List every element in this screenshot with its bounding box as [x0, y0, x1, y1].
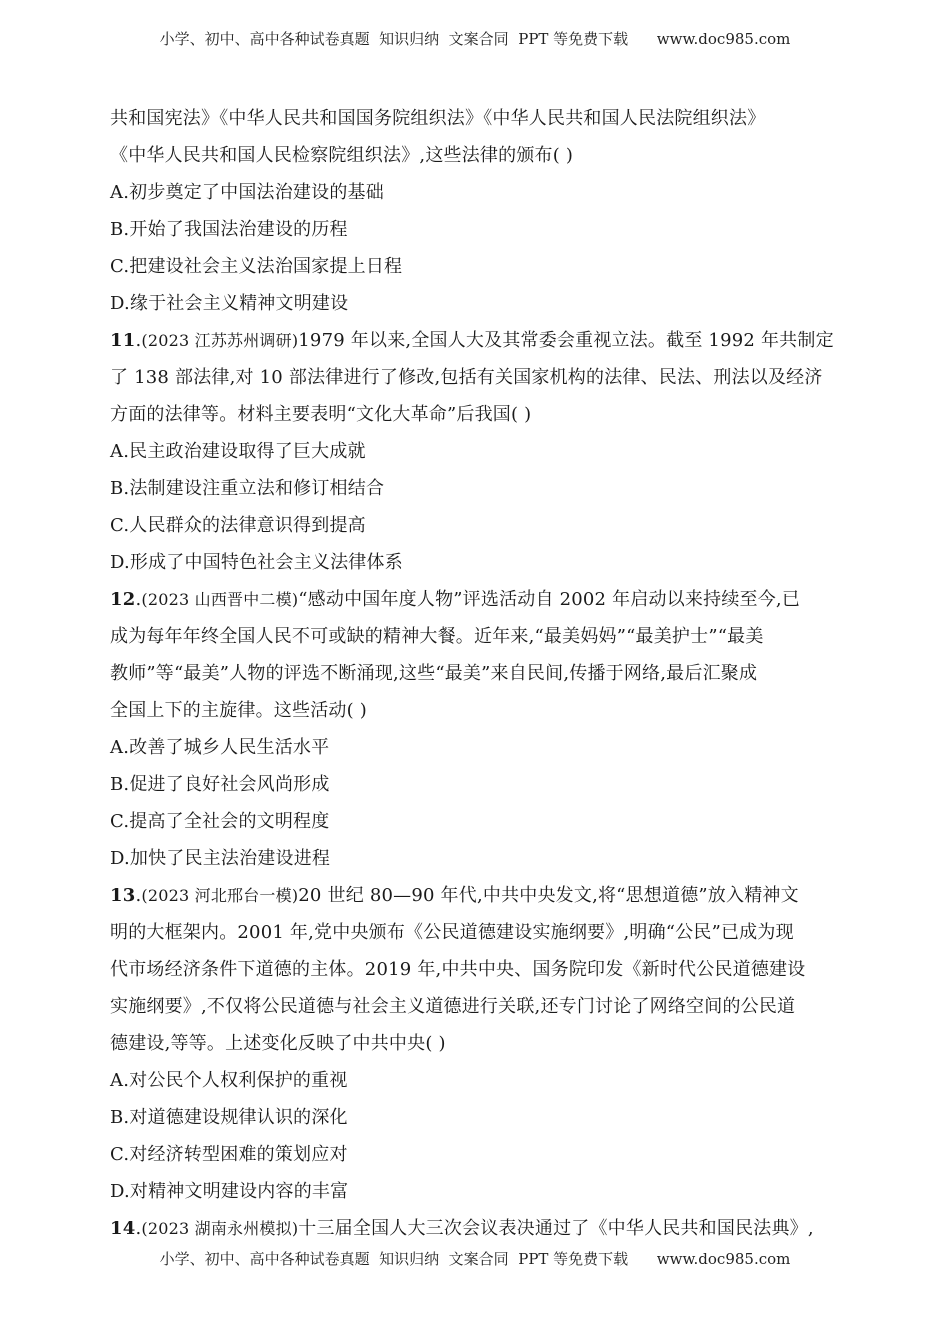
question-source: (2023 山西晋中二模): [141, 590, 299, 609]
question-text-line: 成为每年年终全国人民不可或缺的精神大餐。近年来,“最美妈妈”“最美护士”“最美: [110, 626, 764, 647]
question-text-line: 了 138 部法律,对 10 部法律进行了修改,包括有关国家机构的法律、民法、刑法以及经济: [110, 367, 823, 388]
option-b: B.开始了我国法治建设的历程: [110, 219, 348, 240]
question-source: (2023 湖南永州模拟): [141, 1219, 299, 1238]
option-d: D.加快了民主法治建设进程: [110, 848, 331, 869]
page-content: [110, 100, 845, 1247]
option-a: A.改善了城乡人民生活水平: [110, 737, 330, 758]
option-c: C.提高了全社会的文明程度: [110, 811, 330, 832]
option-b: B.对道德建设规律认识的深化: [110, 1107, 348, 1128]
option-d: D.形成了中国特色社会主义法律体系: [110, 552, 403, 573]
question-text-line: 实施纲要》,不仅将公民道德与社会主义道德进行关联,还专门讨论了网络空间的公民道: [110, 996, 796, 1017]
question-number: 12: [110, 589, 136, 610]
question-13-first-line: 13.(2023 河北邢台一模)20 世纪 80—90 年代,中共中央发文,将“思想道德”放入精神文: [110, 885, 799, 906]
option-a: A.初步奠定了中国法治建设的基础: [110, 182, 384, 203]
question-text-line: 全国上下的主旋律。这些活动( ): [110, 700, 367, 721]
option-a: A.对公民个人权利保护的重视: [110, 1070, 348, 1091]
page-footer: 小学、初中、高中各种试卷真题 知识归纳 文案合同 PPT 等免费下载 www.doc985.com: [159, 1250, 791, 1268]
option-c: C.把建设社会主义法治国家提上日程: [110, 256, 403, 277]
question-text-line: 方面的法律等。材料主要表明“文化大革命”后我国( ): [110, 404, 532, 425]
option-d: D.对精神文明建设内容的丰富: [110, 1181, 349, 1202]
option-b: B.促进了良好社会风尚形成: [110, 774, 330, 795]
question-text: 1979 年以来,全国人大及其常委会重视立法。截至 1992 年共制定: [298, 330, 834, 351]
option-b: B.法制建设注重立法和修订相结合: [110, 478, 385, 499]
option-a: A.民主政治建设取得了巨大成就: [110, 441, 366, 462]
option-c: C.人民群众的法律意识得到提高: [110, 515, 366, 536]
question-text-line: 明的大框架内。2001 年,党中央颁布《公民道德建设实施纲要》,明确“公民”已成为现: [110, 922, 794, 943]
option-c: C.对经济转型困难的策划应对: [110, 1144, 348, 1165]
question-text-line: 代市场经济条件下道德的主体。2019 年,中共中央、国务院印发《新时代公民道德建设: [110, 959, 806, 980]
question-number: 14: [110, 1218, 136, 1239]
question-12-first-line: 12.(2023 山西晋中二模)“感动中国年度人物”评选活动自 2002 年启动以来持续至今,已: [110, 589, 801, 610]
question-text-line: 《中华人民共和国人民检察院组织法》,这些法律的颁布( ): [110, 145, 574, 166]
option-d: D.缘于社会主义精神文明建设: [110, 293, 349, 314]
question-source: (2023 江苏苏州调研): [141, 331, 299, 350]
question-text: 20 世纪 80—90 年代,中共中央发文,将“思想道德”放入精神文: [298, 885, 799, 906]
question-text: “感动中国年度人物”评选活动自 2002 年启动以来持续至今,已: [298, 589, 801, 610]
question-text: 十三届全国人大三次会议表决通过了《中华人民共和国民法典》,: [298, 1218, 814, 1239]
question-number: 13: [110, 885, 136, 906]
question-text-line: 教师”等“最美”人物的评选不断涌现,这些“最美”来自民间,传播于网络,最后汇聚成: [110, 663, 758, 684]
question-14-first-line: 14.(2023 湖南永州模拟)十三届全国人大三次会议表决通过了《中华人民共和国民法典》,: [110, 1218, 814, 1239]
question-number: 11: [110, 330, 136, 351]
question-source: (2023 河北邢台一模): [141, 886, 299, 905]
question-11-first-line: 11.(2023 江苏苏州调研)1979 年以来,全国人大及其常委会重视立法。截至 1992 年共制定: [110, 330, 834, 351]
question-text-line: 德建设,等等。上述变化反映了中共中央( ): [110, 1033, 446, 1054]
page-header: 小学、初中、高中各种试卷真题 知识归纳 文案合同 PPT 等免费下载 www.doc985.com: [159, 30, 791, 48]
question-text-line: 共和国宪法》《中华人民共和国国务院组织法》《中华人民共和国人民法院组织法》: [110, 108, 766, 129]
